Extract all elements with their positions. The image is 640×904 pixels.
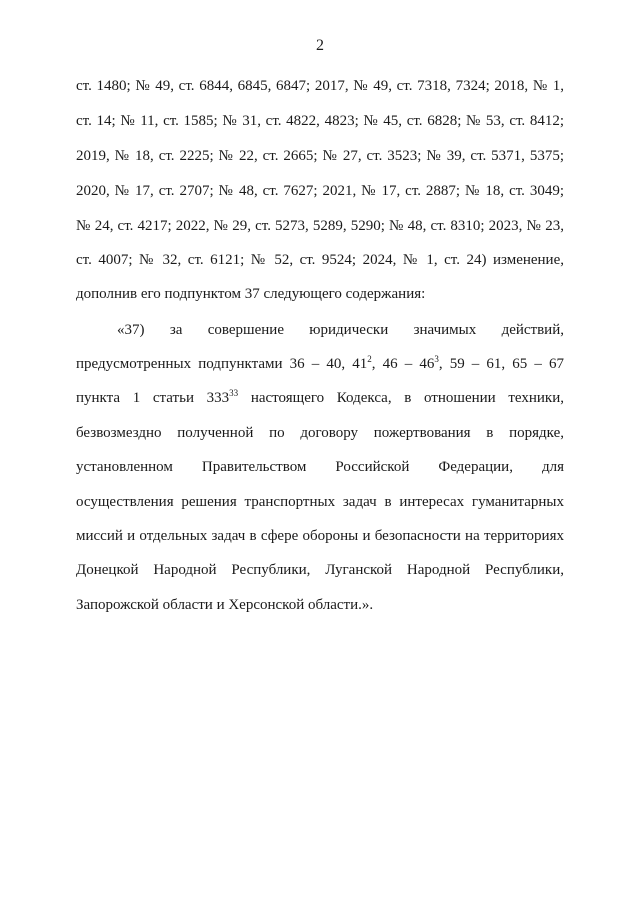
superscript: 3 (434, 354, 439, 364)
text-line: «37) за совершение юридически значимых действий, (117, 322, 564, 338)
text-line: установленном Правительством Российской Федерации, для (76, 459, 564, 475)
text-line: Донецкой Народной Республики, Луганской Народной Республики, (76, 562, 564, 578)
text-line (76, 388, 564, 408)
text-line: Запорожской области и Херсонской области.». (76, 597, 374, 613)
text-line (76, 354, 564, 374)
text-line: ст. 4007; № 32, ст. 6121; № 52, ст. 9524; 2024, № 1, ст. 24) изменение, (76, 252, 564, 268)
text-segment: настоящего Кодекса, в отношении техники, (238, 390, 564, 406)
page-number: 2 (316, 37, 324, 54)
text-line: дополнив его подпунктом 37 следующего содержания: (76, 286, 426, 302)
text-line: осуществления решения транспортных задач в интересах гуманитарных (76, 494, 564, 510)
text-segment: предусмотренных подпунктами 36 – 40, 41 (76, 356, 368, 372)
text-line: 2020, № 17, ст. 2707; № 48, ст. 7627; 2021, № 17, ст. 2887; № 18, ст. 3049; (76, 183, 564, 199)
text-line: ст. 1480; № 49, ст. 6844, 6845, 6847; 2017, № 49, ст. 7318, 7324; 2018, № 1, (76, 78, 564, 94)
superscript: 2 (367, 354, 372, 364)
text-segment: , 46 – 46 (371, 356, 435, 372)
text-line: ст. 14; № 11, ст. 1585; № 31, ст. 4822, 4823; № 45, ст. 6828; № 53, ст. 8412; (76, 113, 564, 129)
text-segment: пункта 1 статьи 333 (76, 390, 230, 406)
text-line: миссий и отдельных задач в сфере обороны и безопасности на территориях (76, 528, 564, 544)
text-segment: , 59 – 61, 65 – 67 (438, 356, 565, 372)
text-line: безвозмездно полученной по договору пожертвования в порядке, (76, 425, 564, 441)
text-line: 2019, № 18, ст. 2225; № 22, ст. 2665; № 27, ст. 3523; № 39, ст. 5371, 5375; (76, 148, 564, 164)
text-line: № 24, ст. 4217; 2022, № 29, ст. 5273, 5289, 5290; № 48, ст. 8310; 2023, № 23, (76, 218, 564, 234)
superscript: 33 (229, 388, 239, 398)
